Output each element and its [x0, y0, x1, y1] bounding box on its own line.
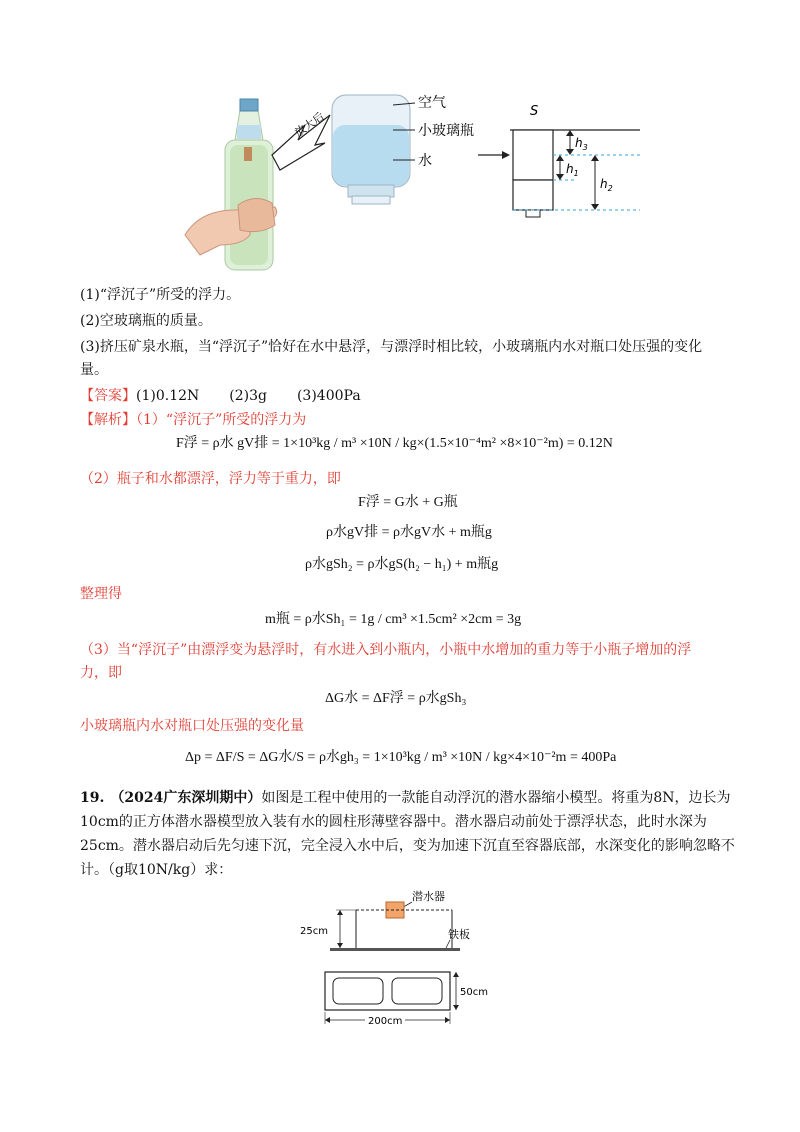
- zoom-label: 放大后: [292, 109, 327, 140]
- label-small-bottle: 小玻璃瓶: [418, 123, 474, 139]
- analysis-p3: 整理得: [80, 586, 122, 602]
- label-depth: 25cm: [300, 926, 328, 937]
- answer-2: (2)3g: [229, 388, 267, 404]
- answer-3: (3)400Pa: [296, 388, 361, 404]
- question-1: (1)“浮沉子”所受的浮力。: [80, 287, 241, 303]
- label-submarine: 潜水器: [412, 890, 445, 903]
- label-plate: 铁板: [448, 928, 470, 941]
- q19-line2: 10cm的正方体潜水器模型放入装有水的圆柱形薄壁容器中。潜水器启动前处于漂浮状态，此时水深为: [80, 814, 707, 830]
- label-h2: $h_2$: [600, 177, 613, 193]
- question-3-line2: 量。: [80, 362, 108, 378]
- analysis-p4-line1: （3）当“浮沉子”由漂浮变为悬浮时，有水进入到小瓶内，小瓶中水增加的重力等于小瓶子增加的浮: [80, 642, 692, 658]
- analysis-tag: 【解析】: [80, 412, 136, 428]
- analysis-row-1: [80, 410, 306, 430]
- q19-line4: 计。（g取10N/kg）求：: [80, 862, 233, 878]
- label-width: 200cm: [368, 1016, 403, 1027]
- figure-float-sink: [180, 85, 650, 280]
- answer-row: [80, 386, 361, 406]
- label-air: 空气: [418, 95, 446, 111]
- label-h3: $h_3$: [575, 136, 588, 152]
- label-h1: $h_1$: [566, 162, 579, 178]
- analysis-p2: （2）瓶子和水都漂浮，浮力等于重力，即: [80, 471, 341, 487]
- schematic-diagram: [510, 104, 640, 217]
- equation-2a: F浮 = G水 + G瓶: [358, 495, 458, 510]
- question-2: (2)空玻璃瓶的质量。: [80, 313, 212, 329]
- q19-source: （2024广东深圳期中）: [110, 790, 262, 806]
- analysis-p5: 小玻璃瓶内水对瓶口处压强的变化量: [80, 718, 304, 734]
- answer-tag: 【答案】: [80, 388, 136, 404]
- label-water: 水: [418, 153, 432, 169]
- figure-container-diagram: [300, 882, 500, 1027]
- equation-2c: ρ水gSh₂ = ρ水gS(h₂ − h₁) + m瓶g: [305, 557, 499, 572]
- analysis-p1: （1）“浮沉子”所受的浮力为: [136, 412, 307, 428]
- question-3-line1: (3)挤压矿泉水瓶，当“浮沉子”恰好在水中悬浮，与漂浮时相比较，小玻璃瓶内水对瓶口处压强的变化: [80, 339, 703, 355]
- hand-bottle-illustration: [185, 99, 277, 270]
- q19-line1-text: 如图是工程中使用的一款能自动浮沉的潜水器缩小模型。将重为8N，边长为: [261, 790, 731, 806]
- equation-5: Δp = ΔF/S = ΔG水/S = ρ水gh₃ = 1×10³kg / m³ ×10N / kg×4×10⁻²m = 400Pa: [185, 750, 617, 765]
- answer-1: (1)0.12N: [136, 388, 200, 404]
- equation-4: ΔG水 = ΔF浮 = ρ水gSh₃: [325, 691, 467, 706]
- equation-2b: ρ水gV排 = ρ水gV水 + m瓶g: [326, 525, 492, 540]
- label-height: 50cm: [460, 987, 488, 998]
- iron-plate: [330, 948, 460, 951]
- q19-line1: [80, 788, 730, 808]
- q19-number: 19.: [80, 790, 105, 806]
- equation-1: F浮 = ρ水 gV排 = 1×10³kg / m³ ×10N / kg×(1.5×10⁻⁴m² ×8×10⁻²m) = 0.12N: [176, 436, 613, 451]
- equation-3: m瓶 = ρ水Sh₁ = 1g / cm³ ×1.5cm² ×2cm = 3g: [265, 612, 522, 627]
- small-glass-bottle: [332, 95, 410, 204]
- q19-line3: 25cm。潜水器启动后先匀速下沉，完全浸入水中后，变为加速下沉直至容器底部，水深变化的影响忽略不: [80, 838, 735, 854]
- analysis-p4-line2: 力，即: [80, 665, 122, 681]
- label-S: S: [530, 104, 539, 119]
